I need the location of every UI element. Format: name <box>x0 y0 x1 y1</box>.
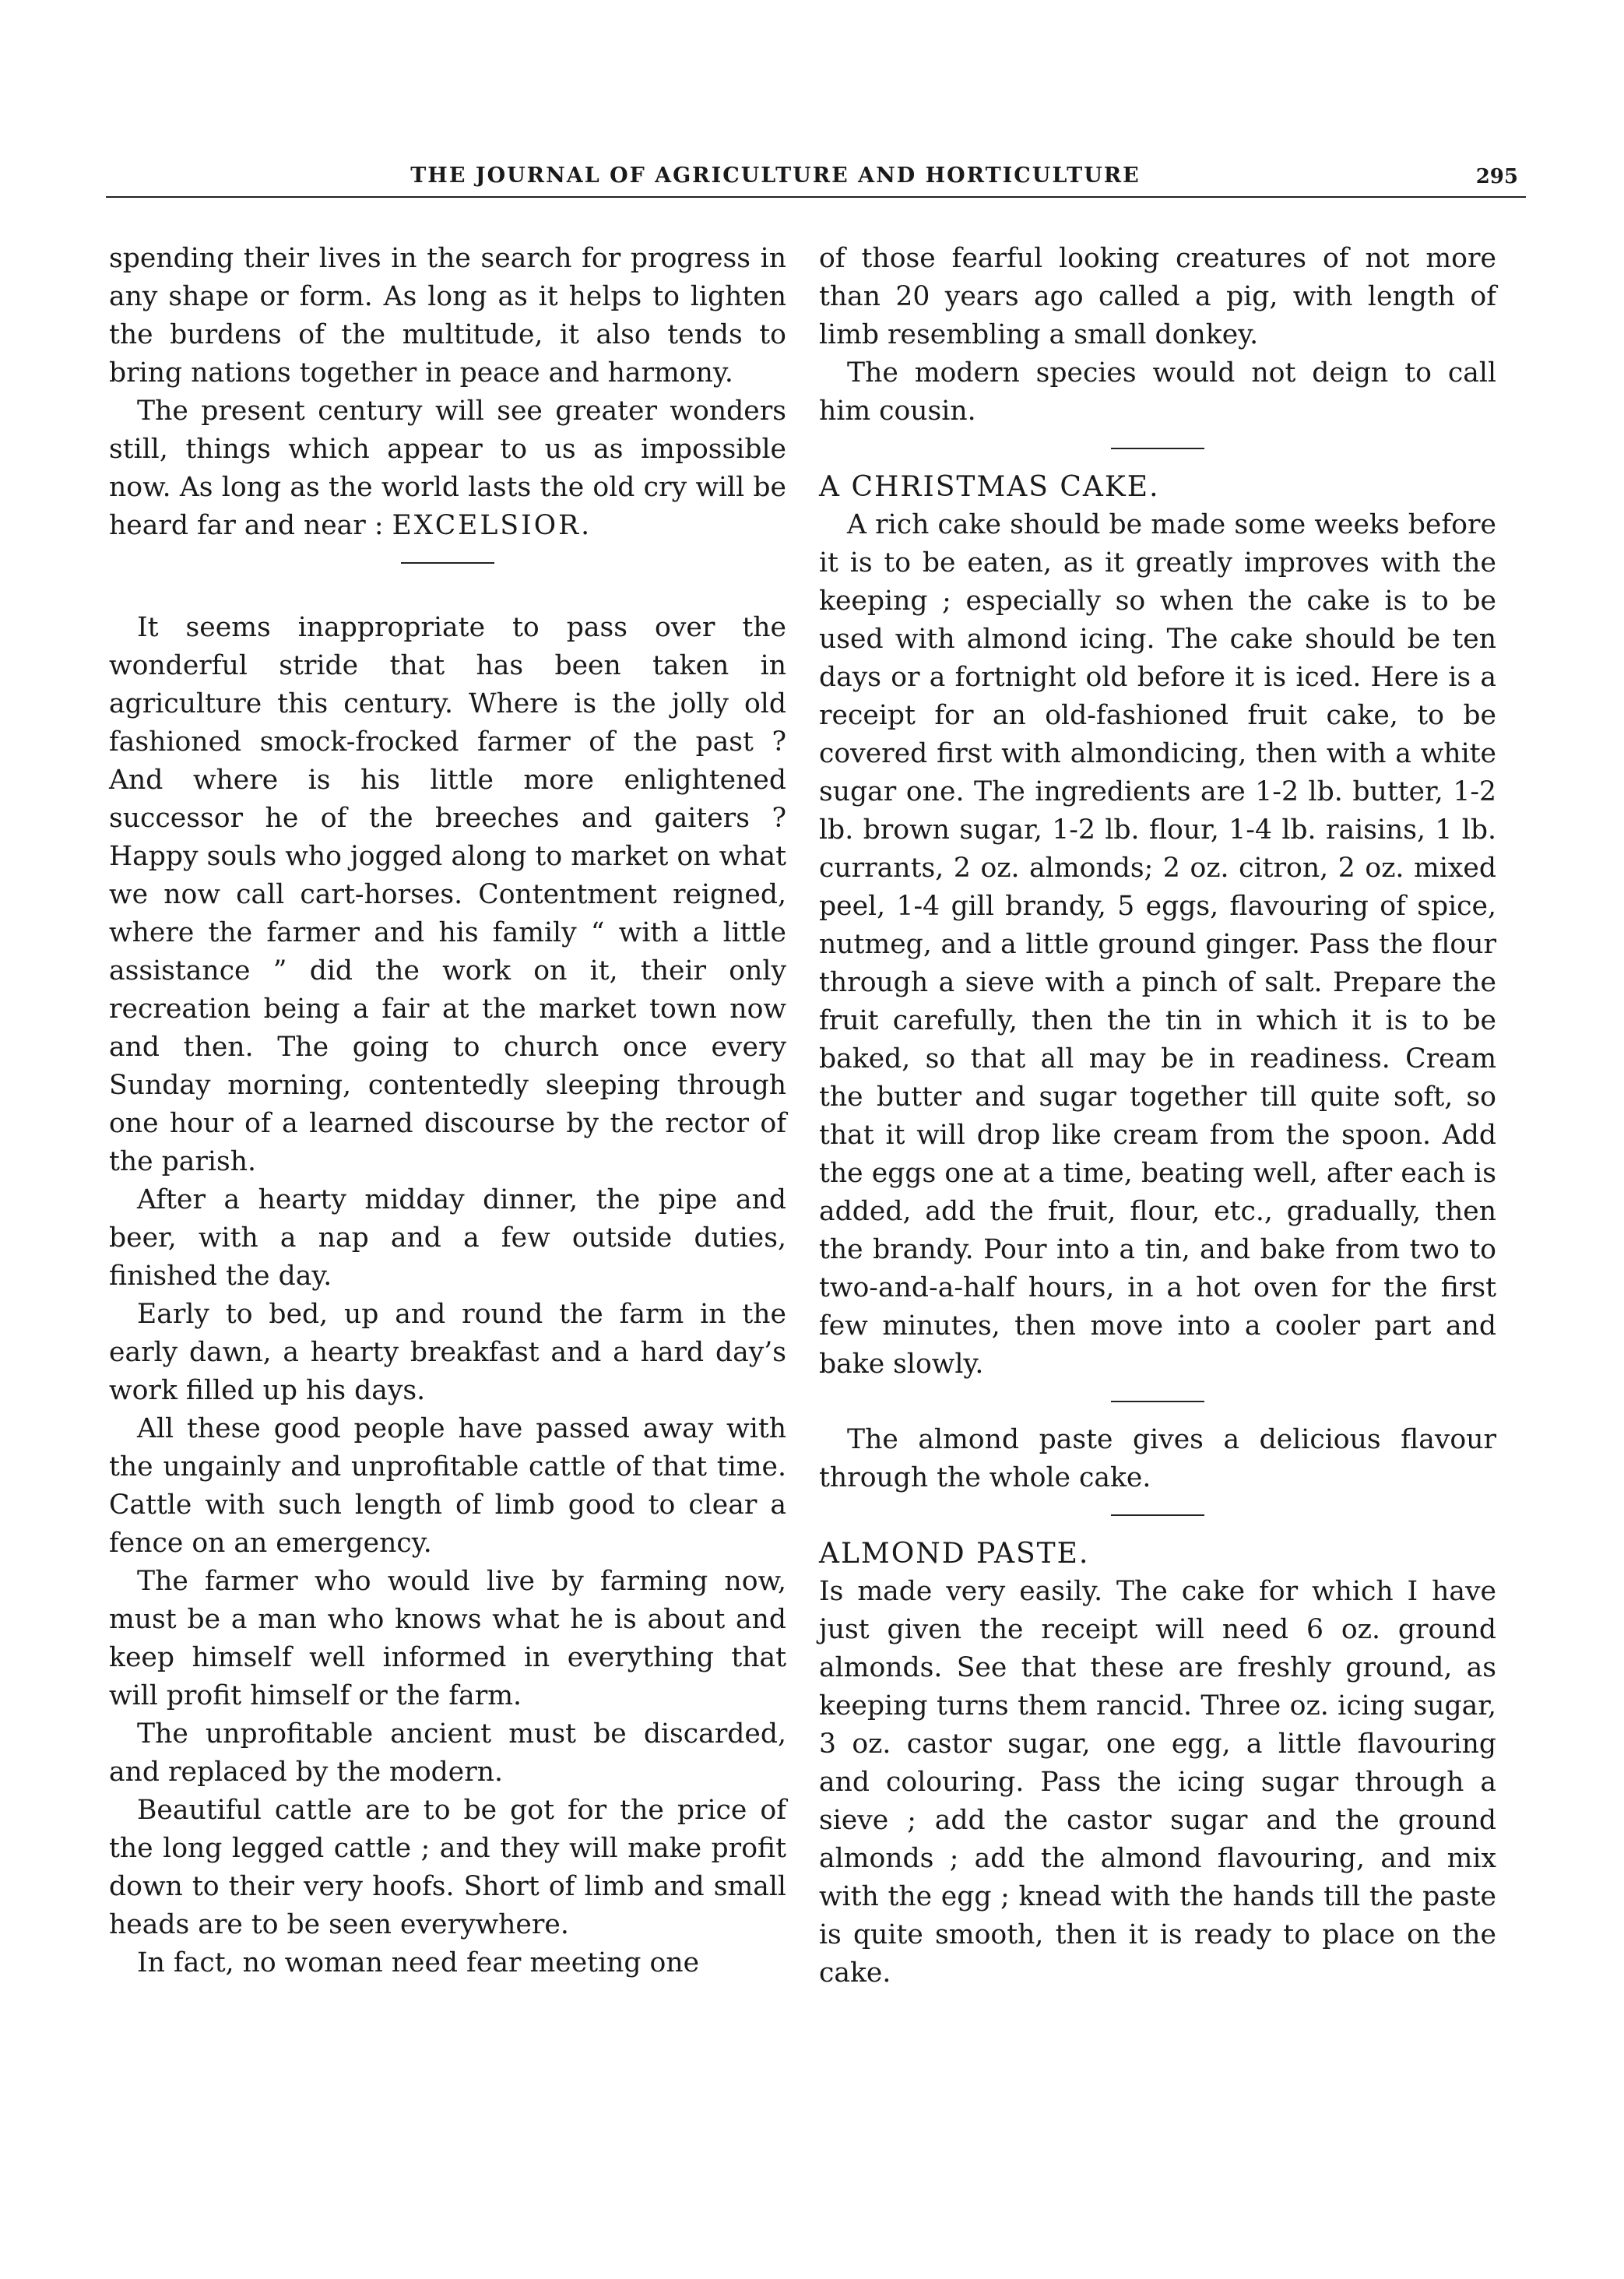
paragraph: It seems inappropriate to pass over the wonderful stride that has been taken in agriculture this century. Where is the jolly old fashioned smock-frocked farmer of the past ? And where is his little more enlightened successor he of the breeches and gaiters ? Happy souls who jogged along to market on what we now call cart-horses. Contentment reigned, where the farmer and his family “ with a little assistance ” did the work on it, their only recreation being a fair at the market town now and then. The going to church once every Sunday morning, contentedly sleeping through one hour of a learned discourse by the rector of the parish. <box>109 612 786 1177</box>
spacer <box>109 582 786 609</box>
paragraph: The modern species would not deign to call him cousin. <box>819 357 1496 427</box>
paragraph: The unprofitable ancient must be discarded, and replaced by the modern. <box>109 1718 786 1788</box>
paragraph: The farmer who would live by farming now, must be a man who knows what he is about and keep himself well informed in everything that will profit himself or the farm. <box>109 1566 786 1711</box>
section-heading: ALMOND PASTE. <box>819 1538 1090 1570</box>
paragraph: Early to bed, up and round the farm in the early dawn, a hearty breakfast and a hard day’s work filled up his days. <box>109 1299 786 1406</box>
section-heading: A CHRISTMAS CAKE. <box>819 471 1160 503</box>
paragraph: of those fearful looking creatures of not more than 20 years ago called a pig, with length of limb resembling a small donkey. <box>819 243 1496 350</box>
paragraph: The almond paste gives a delicious flavour through the whole cake. <box>819 1424 1496 1493</box>
excelsior-word: EXCELSIOR. <box>392 510 592 541</box>
right-column <box>819 240 1496 1992</box>
paragraph: In fact, no woman need fear meeting one <box>137 1947 700 1978</box>
left-column <box>109 240 786 1982</box>
running-header <box>106 162 1526 198</box>
section-divider <box>1111 1514 1204 1516</box>
section-divider <box>1111 1401 1204 1402</box>
paragraph: All these good people have passed away with the ungainly and unprofitable cattle of that time. Cattle with such length of limb good to clear a fence on an emergency. <box>109 1413 786 1559</box>
paragraph: After a hearty midday dinner, the pipe and beer, with a nap and a few outside duties, finished the day. <box>109 1184 786 1292</box>
page-number: 295 <box>1475 165 1518 188</box>
paragraph: Is made very easily. The cake for which I have just given the receipt will need 6 oz. ground almonds. See that these are freshly ground, as keeping turns them rancid. Three oz. icing sugar, 3 oz. castor sugar, one egg, a little flavouring and colouring. Pass the icing sugar through a sieve ; add the castor sugar and the ground almonds ; add the almond flavouring, and mix with the egg ; knead with the hands till the paste is quite smooth, then it is ready to place on the cake. <box>819 1576 1496 1989</box>
section-divider <box>1111 448 1204 449</box>
journal-title: THE JOURNAL OF AGRICULTURE AND HORTICULTURE <box>410 164 1141 188</box>
paragraph: Beautiful cattle are to be got for the price of the long legged cattle ; and they will make profit down to their very hoofs. Short of limb and small heads are to be seen everywhere. <box>109 1795 786 1940</box>
section-divider <box>401 562 494 564</box>
paragraph-text: The present century will see greater wonders still, things which appear to us as impossible now. As long as the world lasts the old cry will be heard far and near : <box>109 396 786 541</box>
paragraph <box>109 392 786 545</box>
paragraph: spending their lives in the search for progress in any shape or form. As long as it helps to lighten the burdens of the multitude, it also tends to bring nations together in peace and harmony. <box>109 243 786 389</box>
paragraph: A rich cake should be made some weeks before it is to be eaten, as it greatly improves with the keeping ; especially so when the cake is to be used with almond icing. The cake should be ten days or a fortnight old before it is iced. Here is a receipt for an old-fashioned fruit cake, to be covered first with almondicing, then with a white sugar one. The ingredients are 1-2 lb. butter, 1-2 lb. brown sugar, 1-2 lb. flour, 1-4 lb. raisins, 1 lb. currants, 2 oz. almonds; 2 oz. citron, 2 oz. mixed peel, 1-4 gill brandy, 5 eggs, flavouring of spice, nutmeg, and a little ground ginger. Pass the flour through a sieve with a pinch of salt. Prepare the fruit carefully, then the tin in which it is to be baked, so that all may be in readiness. Cream the butter and sugar together till quite soft, so that it will drop like cream from the spoon. Add the eggs one at a time, beating well, after each is added, add the fruit, flour, etc., gradually, then the brandy. Pour into a tin, and bake from two to two-and-a-half hours, in a hot oven for the first few minutes, then move into a cooler part and bake slowly. <box>819 509 1496 1380</box>
